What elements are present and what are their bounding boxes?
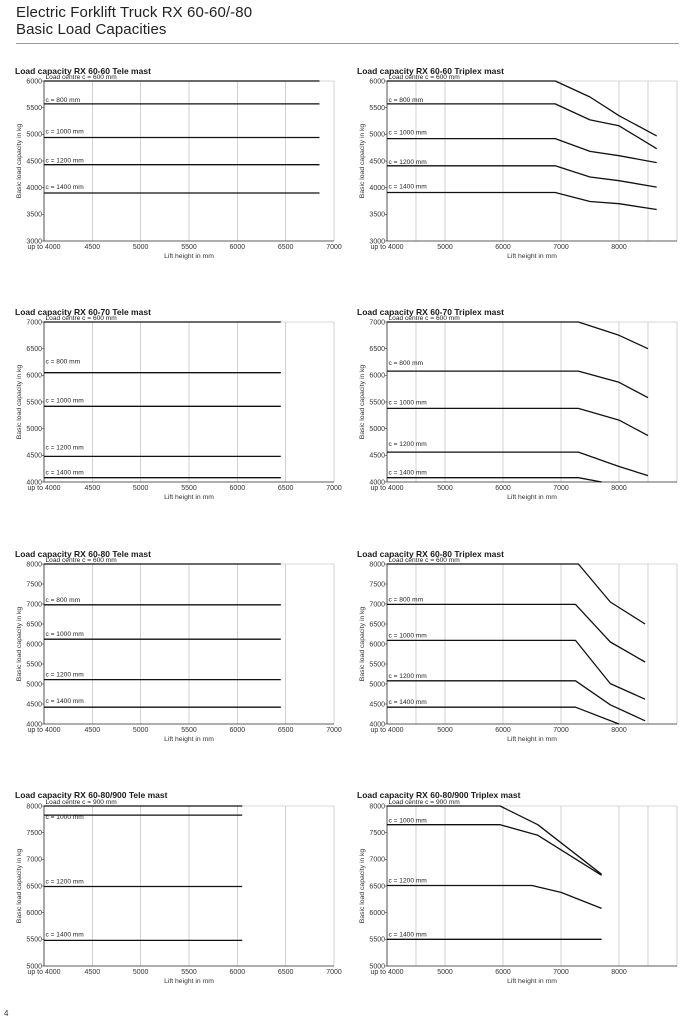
x-tick-label: 6000: [495, 244, 511, 251]
series-label: c = 800 mm: [388, 96, 424, 104]
series-line: [387, 193, 657, 210]
x-tick-label: 7000: [326, 969, 342, 976]
x-axis-label: Lift height in mm: [164, 494, 214, 501]
series-line: [387, 371, 648, 398]
chart-title-rx608090-triplex: Load capacity RX 60-80/900 Triplex mast: [357, 790, 521, 800]
y-tick-label: 4500: [26, 701, 42, 709]
series-label: c = 1000 mm: [45, 631, 84, 639]
x-tick-label: 5500: [181, 969, 197, 976]
y-tick-label: 7000: [369, 319, 385, 327]
x-tick-label: 7000: [553, 969, 569, 976]
x-tick-label: 6000: [495, 727, 511, 734]
y-tick-label: 7500: [26, 830, 42, 838]
header-divider: [16, 43, 679, 44]
series-label: Load centre c = 900 mm: [388, 799, 460, 806]
x-tick-label: 8000: [611, 969, 627, 976]
series-label: c = 1200 mm: [45, 878, 84, 886]
y-tick-label: 7500: [369, 830, 385, 838]
chart-title-rx608090-tele: Load capacity RX 60-80/900 Tele mast: [15, 790, 168, 800]
series-label: Load centre c = 600 mm: [45, 315, 117, 322]
series-line: [387, 564, 645, 624]
x-tick-label: 6500: [277, 485, 294, 492]
chart-rx6070-tele: [14, 315, 344, 509]
x-axis-label: Lift height in mm: [164, 736, 214, 743]
series-line: [387, 139, 657, 163]
chart-title-rx6070-triplex: Load capacity RX 60-70 Triplex mast: [357, 307, 504, 317]
series-label: c = 1200 mm: [388, 877, 427, 885]
series-label: Load centre c = 600 mm: [45, 557, 117, 564]
x-tick-label: 5500: [181, 727, 197, 734]
series-label: c = 800 mm: [45, 358, 81, 366]
y-tick-label: 6000: [369, 78, 385, 86]
x-tick-label: 6500: [277, 727, 294, 734]
y-tick-label: 6000: [26, 78, 42, 86]
chart-rx6080-tele: [14, 557, 344, 751]
y-tick-label: 5000: [369, 963, 385, 971]
x-axis-label: Lift height in mm: [507, 978, 557, 985]
series-line: [387, 81, 657, 136]
y-tick-label: 7000: [26, 601, 42, 609]
series-label: Load centre c = 600 mm: [45, 74, 117, 81]
y-tick-label: 7500: [369, 581, 385, 589]
x-tick-label: 5000: [437, 244, 453, 251]
page-subtitle: Basic Load Capacities: [16, 21, 167, 38]
series-line: [387, 104, 657, 149]
y-tick-label: 4000: [26, 185, 42, 193]
y-tick-label: 3500: [369, 211, 385, 219]
x-tick-label: 5000: [437, 969, 453, 976]
series-label: c = 1000 mm: [388, 129, 427, 137]
x-tick-label: up to 4000: [370, 727, 404, 734]
y-tick-label: 7000: [369, 601, 385, 609]
y-axis-label: Basic load capacity in kg: [359, 848, 366, 924]
x-tick-label: 7000: [553, 244, 569, 251]
x-tick-label: 8000: [611, 727, 627, 734]
y-tick-label: 4000: [369, 185, 385, 193]
series-line: [387, 166, 657, 187]
y-tick-label: 4000: [26, 721, 42, 729]
y-tick-label: 5000: [26, 131, 42, 139]
y-tick-label: 6500: [369, 883, 385, 891]
x-tick-label: 5000: [132, 244, 149, 251]
y-tick-label: 4500: [369, 452, 385, 460]
series-label: c = 1000 mm: [45, 397, 84, 405]
y-tick-label: 8000: [26, 561, 42, 569]
y-tick-label: 6500: [369, 621, 385, 629]
series-label: c = 800 mm: [388, 596, 424, 604]
x-tick-label: 8000: [611, 485, 627, 492]
x-axis-label: Lift height in mm: [507, 736, 557, 743]
series-label: c = 1400 mm: [388, 931, 427, 939]
y-tick-label: 6000: [26, 910, 42, 918]
y-tick-label: 6500: [26, 346, 42, 354]
series-line: [387, 806, 602, 874]
y-tick-label: 5500: [26, 399, 42, 407]
x-tick-label: 7000: [553, 485, 569, 492]
y-tick-label: 5000: [26, 963, 42, 971]
x-tick-label: 7000: [553, 727, 569, 734]
x-tick-label: 6000: [229, 727, 246, 734]
x-tick-label: 6000: [229, 969, 246, 976]
series-label: c = 1400 mm: [45, 698, 84, 706]
series-line: [387, 478, 602, 482]
x-axis-label: Lift height in mm: [507, 494, 557, 501]
y-tick-label: 5000: [26, 426, 42, 434]
y-tick-label: 5500: [369, 399, 385, 407]
y-axis-label: Basic load capacity in kg: [359, 606, 366, 682]
x-tick-label: 5000: [437, 485, 453, 492]
chart-rx6060-triplex: [357, 74, 687, 268]
chart-rx6080-triplex: [357, 557, 687, 751]
y-tick-label: 6500: [26, 883, 42, 891]
y-axis-label: Basic load capacity in kg: [16, 364, 23, 440]
chart-title-rx6070-tele: Load capacity RX 60-70 Tele mast: [15, 307, 151, 317]
series-label: c = 1000 mm: [388, 399, 427, 407]
y-tick-label: 5000: [369, 131, 385, 139]
y-tick-label: 4500: [26, 452, 42, 460]
x-tick-label: up to 4000: [370, 969, 404, 976]
series-label: c = 800 mm: [388, 360, 424, 368]
y-tick-label: 6000: [26, 372, 42, 380]
y-axis-label: Basic load capacity in kg: [359, 123, 366, 199]
x-tick-label: 4500: [84, 969, 101, 976]
x-tick-label: 6500: [277, 969, 294, 976]
y-tick-label: 6500: [26, 621, 42, 629]
series-label: c = 1200 mm: [388, 158, 427, 166]
chart-rx608090-tele: [14, 799, 344, 993]
y-tick-label: 5000: [369, 426, 385, 434]
y-tick-label: 4500: [369, 158, 385, 166]
x-tick-label: 5000: [132, 727, 149, 734]
y-tick-label: 3000: [369, 238, 385, 246]
series-label: c = 1400 mm: [45, 184, 84, 191]
page-header: [16, 4, 252, 38]
y-tick-label: 5500: [26, 661, 42, 669]
series-label: c = 1200 mm: [388, 672, 427, 680]
x-tick-label: 5500: [181, 485, 197, 492]
y-tick-label: 6500: [369, 346, 385, 354]
series-label: c = 1400 mm: [388, 699, 427, 707]
x-tick-label: up to 4000: [27, 244, 61, 251]
x-tick-label: 4500: [84, 727, 101, 734]
series-line: [387, 408, 648, 435]
series-label: c = 1000 mm: [45, 128, 84, 136]
x-tick-label: 6000: [495, 485, 511, 492]
series-label: c = 1200 mm: [45, 157, 84, 165]
y-axis-label: Basic load capacity in kg: [16, 606, 23, 682]
y-tick-label: 5000: [26, 681, 42, 689]
y-tick-label: 7000: [26, 856, 42, 864]
series-label: c = 1000 mm: [388, 632, 427, 640]
series-label: c = 1400 mm: [388, 469, 427, 477]
chart-title-rx6060-triplex: Load capacity RX 60-60 Triplex mast: [357, 66, 504, 76]
y-tick-label: 6000: [369, 641, 385, 649]
series-label: c = 800 mm: [45, 596, 81, 604]
page-number: 4: [4, 1009, 9, 1018]
y-tick-label: 5500: [369, 105, 385, 113]
series-label: Load centre c = 900 mm: [45, 799, 117, 806]
x-axis-label: Lift height in mm: [164, 978, 214, 985]
x-tick-label: 5500: [181, 244, 197, 251]
x-tick-label: 4500: [84, 485, 101, 492]
y-tick-label: 6000: [369, 372, 385, 380]
x-tick-label: 6000: [229, 244, 246, 251]
chart-title-rx6080-triplex: Load capacity RX 60-80 Triplex mast: [357, 549, 504, 559]
x-tick-label: up to 4000: [370, 244, 404, 251]
chart-rx608090-triplex: [357, 799, 687, 993]
y-tick-label: 5500: [26, 936, 42, 944]
x-axis-label: Lift height in mm: [164, 253, 214, 260]
series-label: c = 1400 mm: [388, 183, 427, 191]
y-tick-label: 4000: [369, 479, 385, 487]
series-line: [387, 640, 645, 699]
x-tick-label: 5000: [132, 485, 149, 492]
y-axis-label: Basic load capacity in kg: [359, 364, 366, 440]
y-tick-label: 8000: [369, 803, 385, 811]
y-tick-label: 8000: [26, 803, 42, 811]
series-label: c = 1200 mm: [388, 441, 427, 449]
chart-rx6060-tele: [14, 74, 344, 268]
y-tick-label: 5500: [26, 105, 42, 113]
y-tick-label: 4500: [369, 701, 385, 709]
series-label: c = 800 mm: [45, 96, 81, 104]
y-tick-label: 3000: [26, 238, 42, 246]
x-tick-label: 8000: [611, 244, 627, 251]
y-tick-label: 7500: [26, 581, 42, 589]
x-axis-label: Lift height in mm: [507, 253, 557, 260]
x-tick-label: up to 4000: [27, 969, 61, 976]
series-label: Load centre c = 600 mm: [388, 74, 460, 81]
x-tick-label: up to 4000: [27, 485, 61, 492]
y-tick-label: 8000: [369, 561, 385, 569]
series-line: [387, 886, 602, 909]
x-tick-label: 6500: [277, 244, 294, 251]
chart-title-rx6060-tele: Load capacity RX 60-60 Tele mast: [15, 66, 151, 76]
y-tick-label: 7000: [26, 319, 42, 327]
y-axis-label: Basic load capacity in kg: [16, 848, 23, 924]
series-label: c = 1200 mm: [45, 671, 84, 679]
x-tick-label: 5000: [437, 727, 453, 734]
y-tick-label: 6000: [26, 641, 42, 649]
x-tick-label: 6000: [229, 485, 246, 492]
series-label: Load centre c = 600 mm: [388, 557, 460, 564]
series-label: c = 1000 mm: [45, 814, 84, 822]
x-tick-label: 5000: [132, 969, 149, 976]
series-label: c = 1200 mm: [45, 444, 84, 452]
y-tick-label: 4500: [26, 158, 42, 166]
x-tick-label: 7000: [326, 244, 342, 251]
series-label: c = 1000 mm: [388, 817, 427, 825]
chart-rx6070-triplex: [357, 315, 687, 509]
chart-title-rx6080-tele: Load capacity RX 60-80 Tele mast: [15, 549, 151, 559]
series-line: [387, 322, 648, 349]
y-tick-label: 4000: [369, 721, 385, 729]
x-tick-label: 7000: [326, 485, 342, 492]
y-tick-label: 5000: [369, 681, 385, 689]
x-tick-label: 7000: [326, 727, 342, 734]
series-label: Load centre c = 600 mm: [388, 315, 460, 322]
y-tick-label: 7000: [369, 856, 385, 864]
y-tick-label: 4000: [26, 479, 42, 487]
series-label: c = 1400 mm: [45, 931, 84, 939]
y-tick-label: 5500: [369, 661, 385, 669]
x-tick-label: up to 4000: [370, 485, 404, 492]
x-tick-label: up to 4000: [27, 727, 61, 734]
x-tick-label: 6000: [495, 969, 511, 976]
y-tick-label: 5500: [369, 936, 385, 944]
series-label: c = 1400 mm: [45, 469, 84, 477]
page-title: Electric Forklift Truck RX 60-60/-80: [16, 4, 253, 21]
y-axis-label: Basic load capacity in kg: [16, 123, 23, 199]
x-tick-label: 4500: [84, 244, 101, 251]
y-tick-label: 6000: [369, 910, 385, 918]
y-tick-label: 3500: [26, 211, 42, 219]
